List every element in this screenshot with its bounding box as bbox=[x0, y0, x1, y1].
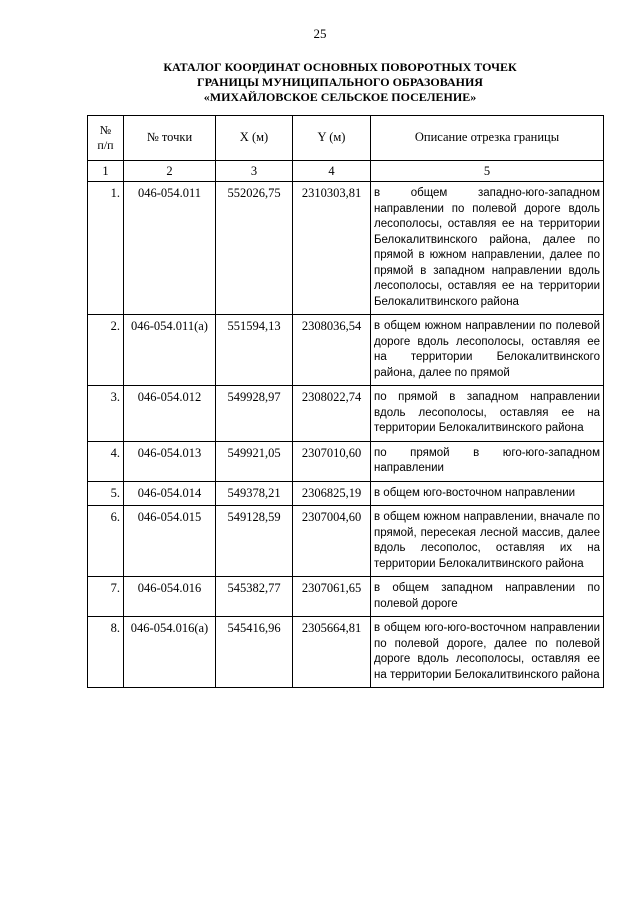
point-id: 046-054.011 bbox=[124, 182, 216, 315]
segment-description: в общем юго-юго-восточном направлении по полевой дороге, далее по полевой дороге вдоль лесополосы, оставляя ее на территории Белокалитвинского района bbox=[371, 617, 604, 688]
y-coordinate: 2307004,60 bbox=[293, 506, 371, 577]
row-number: 8. bbox=[88, 617, 124, 688]
x-coordinate: 552026,75 bbox=[216, 182, 293, 315]
row-number: 1. bbox=[88, 182, 124, 315]
segment-description: в общем западно-юго-западном направлении по полевой дороге вдоль лесополосы, оставляя ее на территории Белокалитвинского района, далее по прямой в южном направлении, далее по прямой в западном направлении вдоль лесополосы, оставляя ее на территории Белокалитвинского района bbox=[371, 182, 604, 315]
table-row bbox=[88, 506, 604, 577]
y-coordinate: 2307010,60 bbox=[293, 441, 371, 481]
header-desc: Описание отрезка границы bbox=[371, 116, 604, 161]
row-number: 5. bbox=[88, 481, 124, 506]
header-x: X (м) bbox=[216, 116, 293, 161]
point-id: 046-054.016(а) bbox=[124, 617, 216, 688]
table-row bbox=[88, 577, 604, 617]
table-header-row bbox=[88, 116, 604, 161]
title-line-1: КАТАЛОГ КООРДИНАТ ОСНОВНЫХ ПОВОРОТНЫХ ТОЧЕК bbox=[163, 60, 517, 74]
point-id: 046-054.015 bbox=[124, 506, 216, 577]
document-title bbox=[90, 60, 590, 105]
table-row bbox=[88, 182, 604, 315]
table-row bbox=[88, 617, 604, 688]
column-number: 3 bbox=[216, 161, 293, 182]
table-row bbox=[88, 315, 604, 386]
x-coordinate: 545382,77 bbox=[216, 577, 293, 617]
column-number: 4 bbox=[293, 161, 371, 182]
segment-description: в общем южном направлении по полевой дороге вдоль лесополосы, оставляя ее на территории Белокалитвинского района, далее по прямой bbox=[371, 315, 604, 386]
y-coordinate: 2307061,65 bbox=[293, 577, 371, 617]
point-id: 046-054.012 bbox=[124, 386, 216, 442]
row-number: 6. bbox=[88, 506, 124, 577]
column-number: 5 bbox=[371, 161, 604, 182]
point-id: 046-054.014 bbox=[124, 481, 216, 506]
y-coordinate: 2308022,74 bbox=[293, 386, 371, 442]
title-line-3: «МИХАЙЛОВСКОЕ СЕЛЬСКОЕ ПОСЕЛЕНИЕ» bbox=[203, 90, 477, 104]
segment-description: в общем южном направлении, вначале по прямой, пересекая лесной массив, далее вдоль лесополос, оставляя их на территории Белокалитвинского района bbox=[371, 506, 604, 577]
point-id: 046-054.016 bbox=[124, 577, 216, 617]
page-number: 25 bbox=[313, 26, 327, 41]
coordinates-table bbox=[87, 115, 604, 688]
header-y: Y (м) bbox=[293, 116, 371, 161]
x-coordinate: 545416,96 bbox=[216, 617, 293, 688]
y-coordinate: 2308036,54 bbox=[293, 315, 371, 386]
x-coordinate: 551594,13 bbox=[216, 315, 293, 386]
header-num bbox=[88, 116, 124, 161]
segment-description: по прямой в западном направлении вдоль лесополосы, оставляя ее на территории Белокалитвинского района bbox=[371, 386, 604, 442]
segment-description: в общем юго-восточном направлении bbox=[371, 481, 604, 506]
x-coordinate: 549921,05 bbox=[216, 441, 293, 481]
table-row bbox=[88, 441, 604, 481]
header-num-line1: № bbox=[99, 122, 112, 137]
segment-description: по прямой в юго-юго-западном направлении bbox=[371, 441, 604, 481]
column-number-row bbox=[88, 161, 604, 182]
point-id: 046-054.013 bbox=[124, 441, 216, 481]
row-number: 3. bbox=[88, 386, 124, 442]
row-number: 2. bbox=[88, 315, 124, 386]
x-coordinate: 549378,21 bbox=[216, 481, 293, 506]
row-number: 4. bbox=[88, 441, 124, 481]
y-coordinate: 2306825,19 bbox=[293, 481, 371, 506]
table-row bbox=[88, 481, 604, 506]
segment-description: в общем западном направлении по полевой дороге bbox=[371, 577, 604, 617]
y-coordinate: 2310303,81 bbox=[293, 182, 371, 315]
x-coordinate: 549928,97 bbox=[216, 386, 293, 442]
column-number: 1 bbox=[88, 161, 124, 182]
header-point: № точки bbox=[124, 116, 216, 161]
point-id: 046-054.011(а) bbox=[124, 315, 216, 386]
x-coordinate: 549128,59 bbox=[216, 506, 293, 577]
table-row bbox=[88, 386, 604, 442]
header-num-line2: п/п bbox=[97, 138, 114, 152]
row-number: 7. bbox=[88, 577, 124, 617]
y-coordinate: 2305664,81 bbox=[293, 617, 371, 688]
column-number: 2 bbox=[124, 161, 216, 182]
title-line-2: ГРАНИЦЫ МУНИЦИПАЛЬНОГО ОБРАЗОВАНИЯ bbox=[197, 75, 483, 89]
